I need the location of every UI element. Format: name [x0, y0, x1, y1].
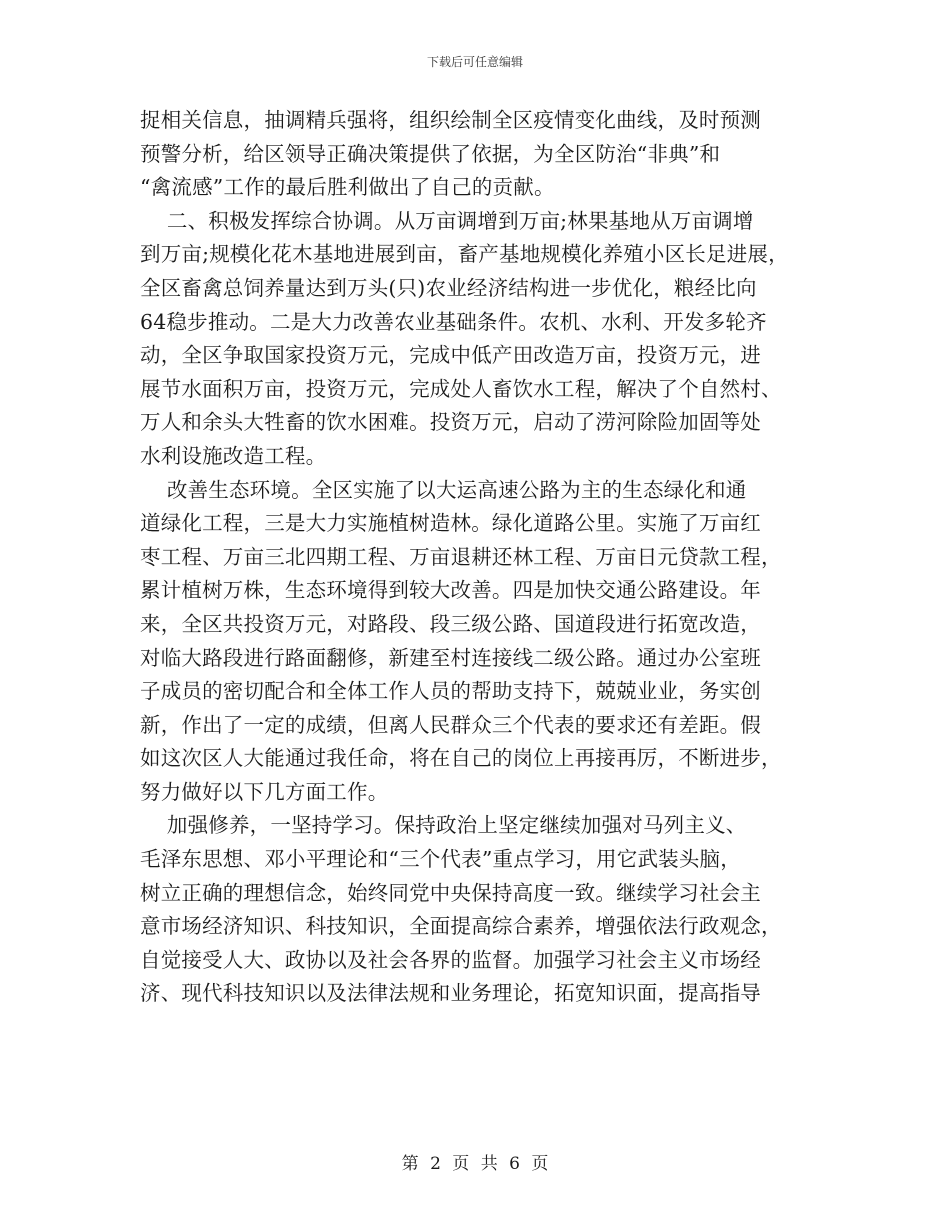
text-line: 来，全区共投资万元，对路段、段三级公路、国道段进行拓宽改造， [140, 611, 761, 636]
page-header: 下载后可任意编辑 [426, 55, 523, 69]
text-line: 努力做好以下几方面工作。 [140, 779, 389, 804]
text-line: 展节水面积万亩，投资万元，完成处人畜饮水工程，解决了个自然村、 [140, 376, 782, 401]
document-body [140, 104, 812, 1011]
text-line: 道绿化工程，三是大力实施植树造林。绿化道路公里。实施了万亩红 [140, 511, 761, 536]
text-line: 累计植树万株，生态环境得到较大改善。四是加快交通公路建设。年 [140, 578, 761, 603]
paragraph [140, 205, 812, 474]
page-number-footer: 第 2 页 共 6 页 [401, 1154, 549, 1174]
text-line: 水利设施改造工程。 [140, 443, 327, 468]
paragraph [140, 104, 812, 205]
text-line: 新，作出了一定的成绩，但离人民群众三个代表的要求还有差距。假 [140, 712, 761, 737]
text-line: 二、积极发挥综合协调。从万亩调增到万亩;林果基地从万亩调增 [140, 208, 754, 233]
text-line: 64稳步推动。二是大力改善农业基础条件。农机、水利、开发多轮齐 [140, 309, 767, 334]
text-line: 加强修养，一坚持学习。保持政治上坚定继续加强对马列主义、 [140, 813, 747, 838]
text-line: 枣工程、万亩三北四期工程、万亩退耕还林工程、万亩日元贷款工程， [140, 544, 782, 569]
text-line: 万人和余头大牲畜的饮水困难。投资万元，启动了涝河除险加固等处 [140, 410, 761, 435]
text-line: 到万亩;规模化花木基地进展到亩，畜产基地规模化养殖小区长足进展， [140, 242, 789, 267]
text-line: 全区畜禽总饲养量达到万头(只)农业经济结构进一步优化，粮经比向 [140, 275, 757, 300]
text-line: 济、现代科技知识以及法律法规和业务理论，拓宽知识面，提高指导 [140, 981, 761, 1006]
paragraph [140, 474, 812, 810]
text-line: 捉相关信息，抽调精兵强将，组织绘制全区疫情变化曲线，及时预测 [140, 108, 761, 132]
text-line: 如这次区人大能通过我任命，将在自己的岗位上再接再厉，不断进步， [140, 746, 782, 771]
text-line: 毛泽东思想、邓小平理论和“三个代表”重点学习，用它武装头脑， [140, 847, 741, 872]
text-line: 自觉接受人大、政协以及社会各界的监督。加强学习社会主义市场经 [140, 947, 761, 972]
text-line: 意市场经济知识、科技知识，全面提高综合素养，增强依法行政观念， [140, 914, 782, 939]
paragraph [140, 809, 812, 1011]
text-line: 预警分析，给区领导正确决策提供了依据，为全区防治“非典”和 [140, 141, 721, 166]
text-line: 动，全区争取国家投资万元，完成中低产田改造万亩，投资万元，进 [140, 343, 761, 368]
text-line: 树立正确的理想信念，始终同党中央保持高度一致。继续学习社会主 [140, 880, 761, 905]
text-line: “禽流感”工作的最后胜利做出了自己的贡献。 [140, 175, 555, 200]
text-line: 改善生态环境。全区实施了以大运高速公路为主的生态绿化和通 [140, 477, 747, 502]
text-line: 子成员的密切配合和全体工作人员的帮助支持下，兢兢业业，务实创 [140, 679, 761, 704]
text-line: 对临大路段进行路面翻修，新建至村连接线二级公路。通过办公室班 [140, 645, 761, 670]
